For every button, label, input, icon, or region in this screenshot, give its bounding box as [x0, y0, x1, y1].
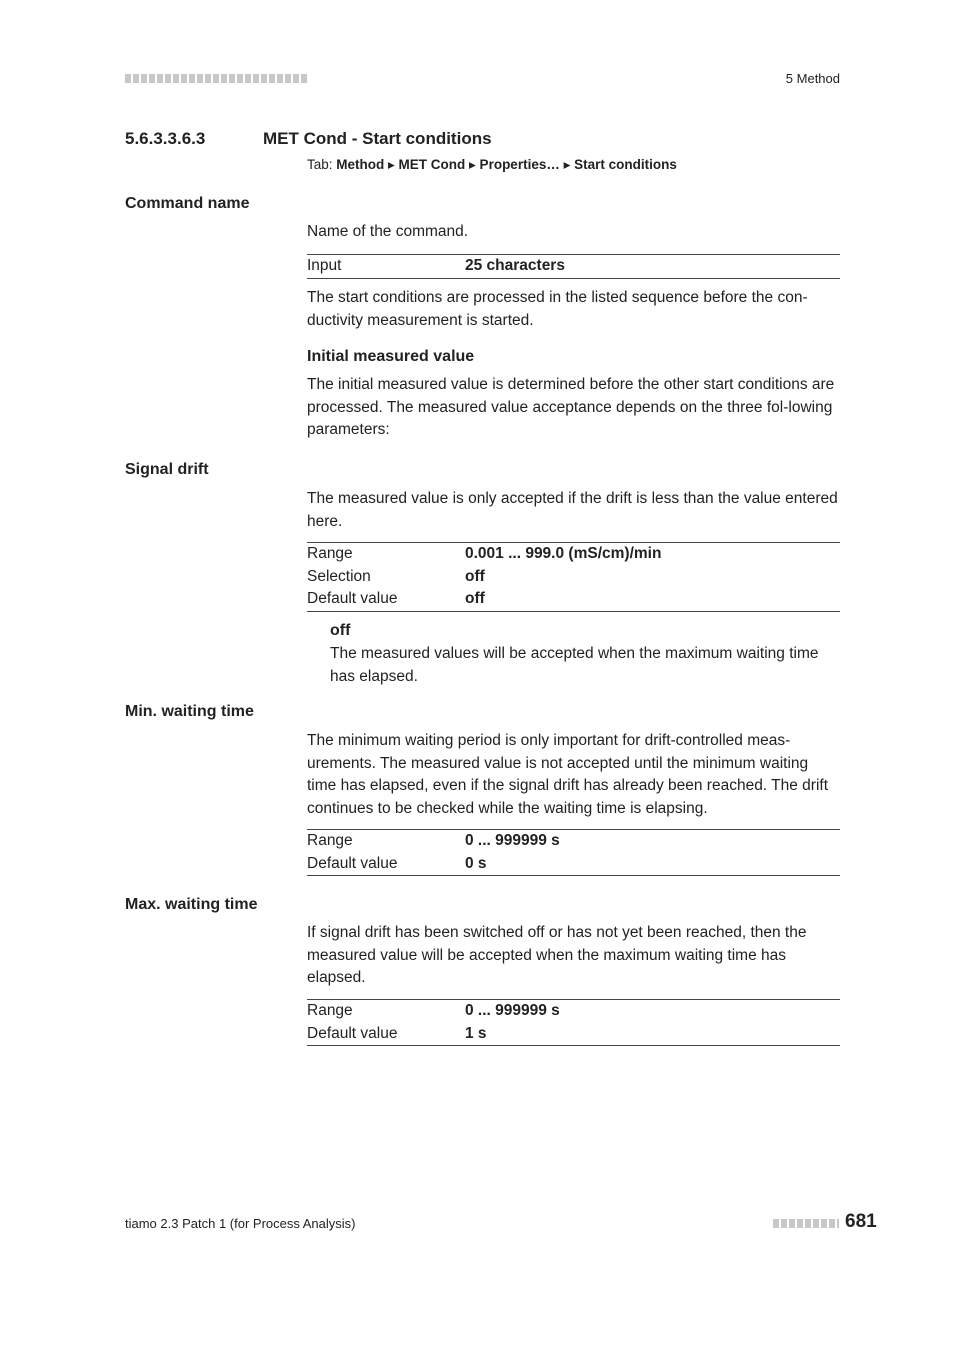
initial-value-desc: The initial measured value is determined before the other start conditions are processed. The measured value acceptance depends on the three fol-lowing parameters:	[307, 376, 835, 438]
table-row	[307, 588, 840, 611]
footer-decoration	[773, 1219, 839, 1228]
param-value: off	[465, 590, 485, 607]
tab-path-value: Method ▸ MET Cond ▸ Properties… ▸ Start conditions	[336, 157, 677, 172]
param-value: off	[465, 567, 485, 585]
option-desc: The measured values will be accepted when the maximum waiting time has elapsed.	[330, 645, 819, 685]
param-key: Input	[307, 257, 342, 274]
param-value: 0 ... 999999 s	[465, 1002, 560, 1019]
min-wait-table	[307, 829, 840, 876]
command-name-label: Command name	[125, 195, 250, 212]
table-row	[307, 1023, 840, 1046]
table-row	[307, 566, 840, 589]
param-key: Default value	[307, 590, 398, 607]
max-wait-label: Max. waiting time	[125, 896, 258, 913]
section-title: MET Cond - Start conditions	[263, 129, 492, 148]
option-name: off	[330, 622, 351, 639]
param-key: Range	[307, 832, 353, 849]
signal-drift-table	[307, 542, 840, 612]
param-key: Range	[307, 545, 353, 562]
signal-drift-label: Signal drift	[125, 461, 209, 478]
initial-value-heading: Initial measured value	[307, 348, 475, 365]
param-value: 25 characters	[465, 257, 565, 274]
page-number: 681	[845, 1211, 877, 1232]
param-key: Selection	[307, 567, 371, 585]
table-row	[307, 830, 840, 853]
start-conditions-note: The start conditions are processed in the listed sequence before the con-ductivity measurement is started.	[307, 289, 808, 329]
min-wait-desc: The minimum waiting period is only important for drift-controlled meas-urements. The measured value is not accepted until the minimum waiting time has elapsed, even if the signal drift has already been reached. The drift continues to be checked while the waiting time is elapsing.	[307, 732, 828, 817]
section-number: 5.6.3.3.6.3	[125, 129, 206, 148]
footer-product: tiamo 2.3 Patch 1 (for Process Analysis)	[125, 1216, 356, 1231]
max-wait-desc: If signal drift has been switched off or has not yet been reached, then the measured value will be accepted when the maximum waiting time has elapsed.	[307, 924, 807, 986]
signal-drift-desc: The measured value is only accepted if the drift is less than the value entered here.	[307, 490, 838, 530]
command-name-table	[307, 254, 840, 279]
header-decoration	[125, 74, 307, 83]
param-key: Default value	[307, 854, 398, 872]
max-wait-table	[307, 999, 840, 1046]
param-value: 0.001 ... 999.0 (mS/cm)/min	[465, 545, 662, 562]
table-row	[307, 853, 840, 876]
min-wait-label: Min. waiting time	[125, 703, 254, 720]
param-value: 0 s	[465, 854, 487, 872]
chapter-header: 5 Method	[785, 71, 840, 86]
table-row	[307, 1000, 840, 1023]
command-name-desc: Name of the command.	[307, 223, 469, 240]
table-row	[307, 255, 840, 279]
param-value: 1 s	[465, 1024, 487, 1042]
param-key: Range	[307, 1002, 353, 1019]
tab-prefix: Tab:	[307, 157, 337, 172]
tab-path	[307, 157, 677, 173]
param-value: 0 ... 999999 s	[465, 832, 560, 849]
table-row	[307, 543, 840, 566]
param-key: Default value	[307, 1024, 398, 1042]
